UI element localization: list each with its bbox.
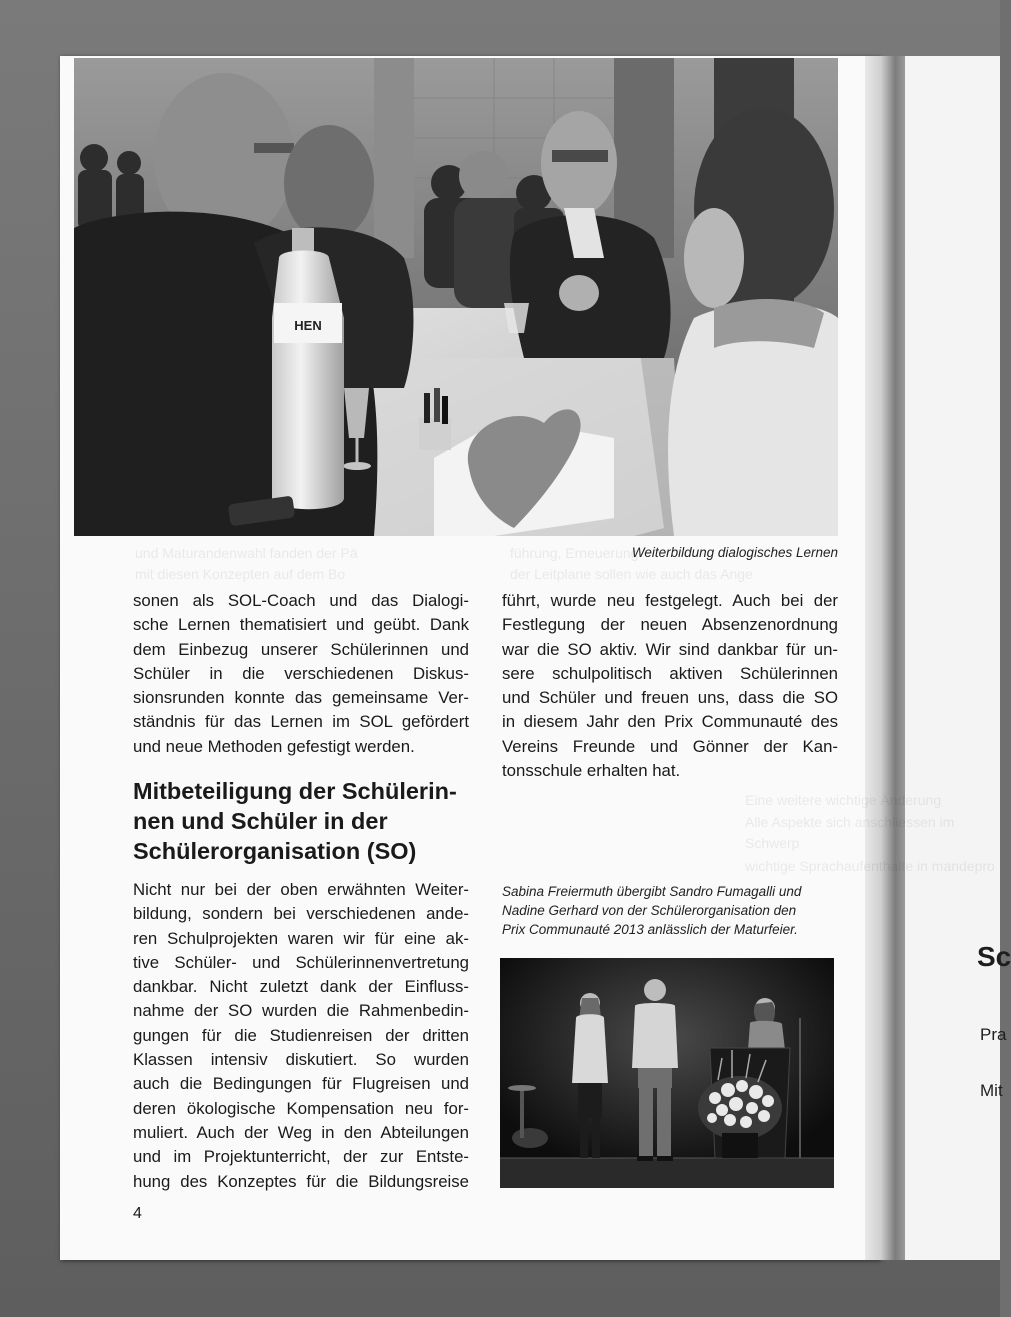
bleed-through-text: und Maturandenwahl fanden der Pä: [135, 545, 358, 561]
text-line: bildung, sondern bei verschiedenen ande-: [133, 904, 469, 924]
left-column-body: [133, 878, 469, 1194]
text-line: in diesem Jahr den Prix Communauté des: [502, 712, 838, 732]
book-fold: [865, 56, 905, 1260]
text-line: ren Schulprojekten waren wir für eine ak-: [133, 928, 469, 948]
heading-line: Schülerorganisation (SO): [133, 838, 417, 864]
text-line: und im Projektunterricht, der zur Entste-: [133, 1147, 469, 1167]
bleed-through-text: mit diesen Konzepten auf dem Bo: [135, 566, 346, 582]
award-ceremony-photo: [500, 958, 834, 1188]
text-line: muliert. Auch der Weg in den Abteilungen: [133, 1122, 469, 1142]
text-line: nahme der SO wurden die Rahmenbedin-: [133, 1001, 469, 1021]
text-line: Vereins Freunde und Gönner der Kan-: [502, 736, 838, 756]
bottle-label: HEN: [294, 318, 322, 333]
next-page-line-fragment: Pra: [980, 1025, 1007, 1044]
text-line: Klassen intensiv diskutiert. So wurden: [133, 1050, 469, 1070]
left-column-intro: [133, 589, 469, 759]
text-line: auch die Bedingungen für Flugreisen und: [133, 1074, 469, 1094]
text-line: dankbar. Nicht zuletzt dank der Einfluss-: [133, 977, 469, 997]
bleed-through-text: führung, Erneuerung: [510, 545, 639, 561]
workshop-photo: [74, 58, 838, 536]
text-line: gungen für die Studienreisen der dritten: [133, 1025, 469, 1045]
next-page-heading-fragment: Sc: [977, 941, 1011, 972]
next-page-line-fragment: Mit: [980, 1081, 1003, 1100]
caption-line: Prix Communauté 2013 anlässlich der Maturfeier.: [502, 922, 798, 937]
text-line: hung des Konzeptes für die Bildungsreise: [133, 1171, 469, 1191]
text-line: führt, wurde neu festgelegt. Auch bei der: [502, 591, 838, 610]
caption-line: Sabina Freiermuth übergibt Sandro Fumagalli und: [502, 884, 802, 899]
text-line: dem Einbezug unserer Schülerinnen und: [133, 639, 469, 659]
bleed-through-text: der Leitplane sollen wie auch das Ange: [510, 566, 753, 582]
bleed-through-text: Eine weitere wichtige Änderung: [745, 792, 942, 808]
heading-line: Mitbeteiligung der Schülerin-: [133, 778, 457, 804]
text-line: ständnis für das Lernen im SOL gefördert: [133, 712, 469, 732]
right-page: [905, 56, 1011, 1260]
text-line: Nicht nur bei der oben erwähnten Weiter-: [133, 880, 469, 899]
page-number: 4: [133, 1205, 142, 1222]
top-photo-caption: Weiterbildung dialogisches Lernen: [631, 545, 838, 560]
text-line: Festlegung der neuen Absenzenordnung: [502, 615, 838, 635]
text-line: deren ökologische Kompensation neu for-: [133, 1098, 469, 1118]
text-line: war die SO aktiv. Wir sind dankbar für un-: [502, 639, 838, 659]
text-line: sonen als SOL-Coach und das Dialogi-: [133, 591, 469, 610]
bottom-photo-caption: [502, 882, 834, 939]
text-line: Schüler in die verschiedenen Diskus-: [133, 663, 469, 683]
bleed-through-text: wichtige Sprachaufenthalte in mandepro: [745, 858, 995, 874]
heading-line: nen und Schüler in der: [133, 808, 388, 834]
text-line: und neue Methoden gefestigt werden.: [133, 736, 415, 756]
text-line: tive Schüler- und Schülerinnenvertretung: [133, 952, 469, 972]
text-line: sche Lernen thematisiert und geübt. Dank: [133, 615, 469, 635]
bleed-through-text: Alle Aspekte sich anschliessen im Schwerp: [745, 814, 955, 851]
text-line: sionsrunden konnte das gemeinsame Ver-: [133, 688, 469, 708]
caption-line: Nadine Gerhard von der Schülerorganisation den: [502, 903, 797, 918]
section-heading: [133, 776, 478, 866]
text-line: und Schüler und freuen uns, dass die SO: [502, 688, 838, 708]
right-column-body: [502, 589, 838, 783]
text-line: tonsschule erhalten hat.: [502, 761, 681, 781]
text-line: sere schulpolitisch aktiven Schülerinnen: [502, 663, 838, 683]
